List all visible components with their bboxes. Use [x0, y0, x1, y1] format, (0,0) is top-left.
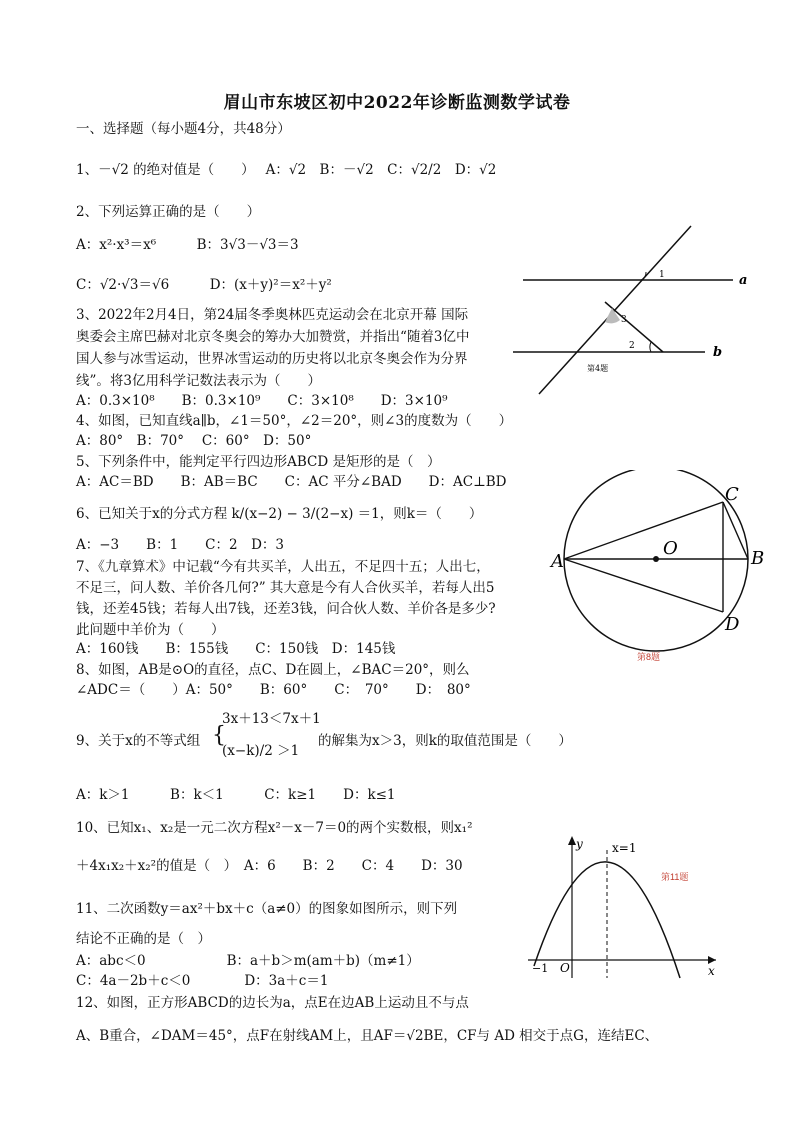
angle-1-mark	[641, 272, 646, 280]
section-heading: 一、选择题（每小题4分，共48分）	[76, 121, 291, 137]
label-angle-2: 2	[629, 341, 635, 351]
chord-ad	[564, 559, 723, 612]
label-a: a	[739, 273, 748, 288]
question-3-line-4: 线”。将3亿用科学记数法表示为（ ）	[76, 373, 321, 389]
label-symmetry: x=1	[612, 841, 637, 855]
label-point-c: C	[725, 484, 739, 505]
question-7-options: A：160钱 B：155钱 C：150钱 D：145钱	[76, 641, 396, 657]
label-y-axis: y	[576, 837, 583, 851]
question-9: 9、关于x的不等式组	[76, 733, 201, 749]
figure-11-caption: 第11题	[661, 872, 689, 882]
label-neg-one: −1	[532, 962, 549, 975]
figure-question-8	[545, 470, 775, 670]
label-origin: O	[560, 961, 570, 975]
question-10-line-2: ＋4x₁x₂＋x₂²的值是（ ） A：6 B：2 C：4 D：30	[76, 858, 463, 874]
y-axis-arrow	[568, 836, 576, 845]
question-9-inequality-1: 3x＋13＜7x＋1	[222, 711, 321, 727]
question-1: 1、－√2 的绝对值是（ ） A：√2 B：－√2 C：√2/2 D：√2	[76, 162, 497, 178]
angle-2-mark	[650, 342, 651, 352]
question-8-line-2: ∠ADC＝（ ）A：50° B：60° C： 70° D： 80°	[76, 682, 471, 698]
question-3-line-1: 3、2022年2月4日，第24届冬季奥林匹克运动会在北京开幕 国际	[76, 307, 469, 323]
x-axis-arrow	[708, 956, 716, 964]
figure-4-caption: 第4题	[587, 364, 609, 373]
question-3-options: A：0.3×10⁸ B：0.3×10⁹ C：3×10⁸ D：3×10⁹	[76, 393, 448, 409]
question-7-line-3: 钱，还差45钱；若每人出7钱，还差3钱，问合伙人数、羊价各是多少?	[76, 601, 496, 617]
question-9-options: A：k＞1 B：k＜1 C：k≥1 D：k≤1	[76, 787, 396, 803]
question-11-options-cd: C：4a－2b＋c＜0 D：3a＋c＝1	[76, 973, 329, 989]
figure-8-caption: 第8题	[637, 652, 661, 662]
question-7-line-1: 7、《九章算术》中记载“今有共买羊，人出五，不足四十五；人出七，	[76, 559, 490, 575]
question-5-options: A：AC＝BD B：AB＝BC C：AC 平分∠BAD D：AC⊥BD	[76, 474, 507, 490]
question-4-options: A：80° B：70° C：60° D：50°	[76, 433, 312, 449]
question-7-line-2: 不足三，问人数、羊价各几何?” 其大意是今有人合伙买羊，若每人出5	[76, 580, 495, 596]
question-9-tail: 的解集为x＞3，则k的取值范围是（ ）	[318, 733, 572, 749]
question-6: 6、已知关于x的分式方程 k/(x−2) − 3/(2−x) ＝1，则k＝（ ）	[76, 506, 483, 522]
question-2-options-cd: C：√2·√3＝√6 D：(x＋y)²＝x²＋y²	[76, 277, 332, 293]
label-angle-1: 1	[659, 270, 665, 280]
question-11-line-2: 结论不正确的是（ ）	[76, 931, 211, 947]
question-3-line-3: 国人参与冰雪运动，世界冰雪运动的历史将以北京冬奥会作为分界	[76, 351, 468, 367]
label-x-axis: x	[708, 964, 715, 978]
question-12-line-2: A、B重合，∠DAM＝45°，点F在射线AM上，且AF＝√2BE，CF与 AD 相交于点G，连结EC、	[76, 1028, 659, 1044]
angle-3-mark	[605, 308, 620, 323]
question-9-inequality-2: (x−k)/2 ＞1	[222, 743, 300, 759]
label-point-a: A	[551, 551, 564, 572]
question-10-line-1: 10、已知x₁、x₂是一元二次方程x²－x－7＝0的两个实数根，则x₁²	[76, 820, 473, 836]
question-11-line-1: 11、二次函数y＝ax²＋bx＋c（a≠0）的图象如图所示，则下列	[76, 901, 458, 917]
label-angle-3: 3	[621, 315, 627, 325]
question-8-line-1: 8、如图，AB是⊙O的直径，点C、D在圆上，∠BAC＝20°，则么	[76, 662, 470, 678]
chord-ac	[564, 502, 723, 559]
question-6-options: A：−3 B：1 C：2 D：3	[76, 537, 284, 553]
question-5: 5、下列条件中，能判定平行四边形ABCD 是矩形的是（ ）	[76, 454, 441, 470]
question-2: 2、下列运算正确的是（ ）	[76, 204, 261, 220]
question-4: 4、如图，已知直线a∥b，∠1＝50°，∠2＝20°，则∠3的度数为（ ）	[76, 413, 513, 429]
question-11-options-ab: A：abc＜0 B：a＋b＞m(am＋b)（m≠1）	[76, 953, 420, 969]
question-2-options-ab: A：x²·x³＝x⁶ B：3√3－√3＝3	[76, 237, 299, 253]
label-point-d: D	[725, 614, 740, 635]
figure-question-11	[520, 832, 730, 982]
figure-question-4	[505, 222, 765, 400]
label-point-b: B	[751, 548, 765, 569]
label-b: b	[713, 345, 723, 360]
label-center-o: O	[663, 538, 678, 559]
system-brace: {	[212, 723, 226, 748]
center-dot	[653, 556, 659, 562]
question-12-line-1: 12、如图，正方形ABCD的边长为a，点E在边AB上运动且不与点	[76, 995, 469, 1011]
question-7-line-4: 此问题中羊价为（ ）	[76, 622, 225, 638]
question-3-line-2: 奥委会主席巴赫对北京冬奥会的筹办大加赞赏，并指出“随着3亿中	[76, 329, 470, 345]
page-title: 眉山市东坡区初中2022年诊断监测数学试卷	[223, 93, 571, 113]
